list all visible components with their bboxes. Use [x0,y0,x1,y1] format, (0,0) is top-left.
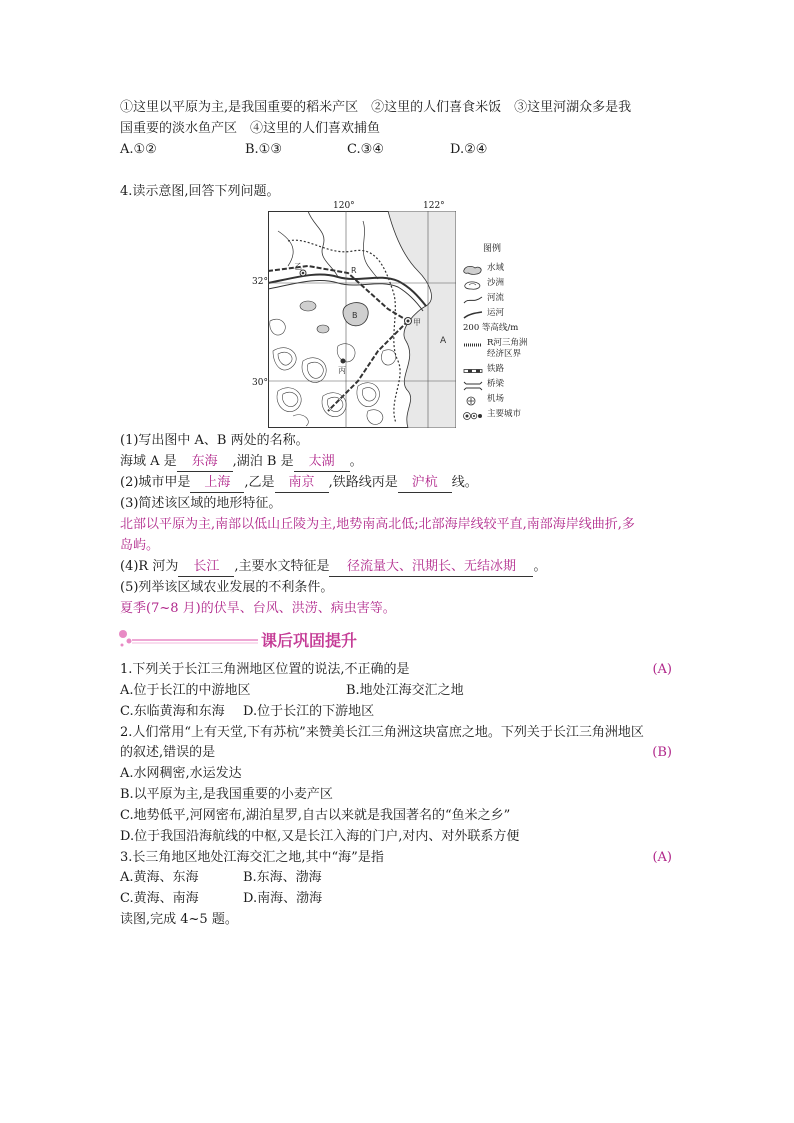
answer-hydrology: 径流量大、汛期长、无结冰期 [329,558,533,577]
lon-120-label: 120° [333,201,355,211]
answer-city-jia: 上海 [190,474,244,493]
q4-part3-answer-line2: 岛屿。 [120,538,160,553]
legend-title: 图例 [483,244,502,254]
answer-railway-bing: 沪杭 [398,474,452,493]
canal-icon [463,310,483,320]
q4-part1-answer: 海域 A 是 东海 ,湖泊 B 是 太湖 。 [120,453,363,472]
q2-option-d: D.位于我国沿海航线的中枢,又是长江入海的门户,对内、对外联系方便 [120,829,520,844]
legend-river: 河流 [461,293,556,307]
legend-city: 主要城市 [461,409,556,423]
lake-b-label: B [352,311,358,320]
prev-option-a: A.①② [120,142,157,157]
q1-option-d: D.位于长江的下游地区 [243,704,375,719]
legend-delta-boundary: R河三角洲 [461,338,556,352]
q3-answer: (A) [652,850,672,865]
legend-canal: 运河 [461,308,556,322]
city-icon [463,411,483,421]
lat-30-label: 30° [252,378,268,388]
q1-option-a: A.位于长江的中游地区 [120,683,251,698]
prev-question-line2: 国重要的淡水鱼产区 ④这里的人们喜欢捕鱼 [120,121,381,136]
q4-part4: (4)R 河为 长江 ,主要水文特征是 径流量大、汛期长、无结冰期 。 [120,558,547,577]
railway-bing-label: 丙 [338,366,346,375]
legend-water: 水域 [461,263,556,277]
q2-stem-line2: 的叙述,错误的是 [120,745,216,760]
q4-part1: (1)写出图中 A、B 两处的名称。 [120,433,309,448]
q45-intro: 读图,完成 4~5 题。 [120,912,238,927]
q4-part5: (5)列举该区域农业发展的不利条件。 [120,580,334,595]
sea-a-label: A [440,336,447,346]
yangtze-delta-map [268,211,456,428]
q1-option-b: B.地处江海交汇之地 [346,683,464,698]
answer-lake-b: 太湖 [294,453,350,472]
q4-part2: (2)城市甲是 上海 ,乙是 南京 ,铁路线丙是 沪杭 线。 [120,474,478,493]
q4-stem: 4.读示意图,回答下列问题。 [120,184,280,199]
prev-option-d: D.②④ [450,142,488,157]
q4-part3-answer-line1: 北部以平原为主,南部以低山丘陵为主,地势南高北低;北部海岸线较平直,南部海岸线曲折,多 [120,517,635,532]
legend-sandbar: 沙洲 [461,278,556,292]
q2-option-b: B.以平原为主,是我国重要的小麦产区 [120,787,333,802]
prev-question-line1: ①这里以平原为主,是我国重要的稻米产区 ②这里的人们喜食米饭 ③这里河湖众多是我 [120,100,632,115]
answer-city-yi: 南京 [275,474,329,493]
legend-bridge: 桥梁 [461,379,556,393]
q1-stem: 1.下列关于长江三角洲地区位置的说法,不正确的是 [120,662,410,677]
sandbar-icon [463,280,483,290]
q1-option-c: C.东临黄海和东海 [120,704,225,719]
legend-contour: 200 等高线/m [463,323,519,333]
q2-stem-line1: 2.人们常用“上有天堂,下有苏杭”来赞美长江三角洲这块富庶之地。下列关于长江三角洲地区 [120,725,644,740]
airport-icon [463,396,483,406]
q1-answer: (A) [652,662,672,677]
railway-icon [463,366,483,376]
river-r-label: R [351,266,357,275]
lat-32-label: 32° [252,277,268,287]
lon-122-label: 122° [423,201,445,211]
legend-airport: 机场 [461,394,556,408]
prev-option-c: C.③④ [347,142,384,157]
q3-option-b: B.东海、渤海 [243,870,322,885]
bridge-icon [463,381,483,391]
prev-option-b: B.①③ [245,142,282,157]
river-icon [463,295,483,305]
answer-sea-a: 东海 [177,453,233,472]
q2-answer: (B) [652,745,672,760]
water-icon [463,265,483,275]
q3-option-c: C.黄海、南海 [120,891,199,906]
q4-part5-answer: 夏季(7~8 月)的伏旱、台风、洪涝、病虫害等。 [120,601,396,616]
city-yi-label: 乙 [294,262,302,271]
q3-option-d: D.南海、渤海 [243,891,323,906]
q2-option-a: A.水网稠密,水运发达 [120,766,242,781]
q3-stem: 3.长三角地区地处江海交汇之地,其中“海”是指 [120,850,384,865]
q4-part3: (3)简述该区域的地形特征。 [120,496,282,511]
city-jia-label: 甲 [413,318,421,327]
q3-option-a: A.黄海、东海 [120,870,199,885]
section-title: 课后巩固提升 [261,631,358,650]
legend-zone-boundary: 经济区界 [487,349,522,359]
map-legend [461,241,551,426]
q2-option-c: C.地势低平,河网密布,湖泊星罗,自古以来就是我国著名的“鱼米之乡” [120,808,511,823]
answer-river-r: 长江 [178,558,234,577]
legend-railway: 铁路 [461,364,556,378]
